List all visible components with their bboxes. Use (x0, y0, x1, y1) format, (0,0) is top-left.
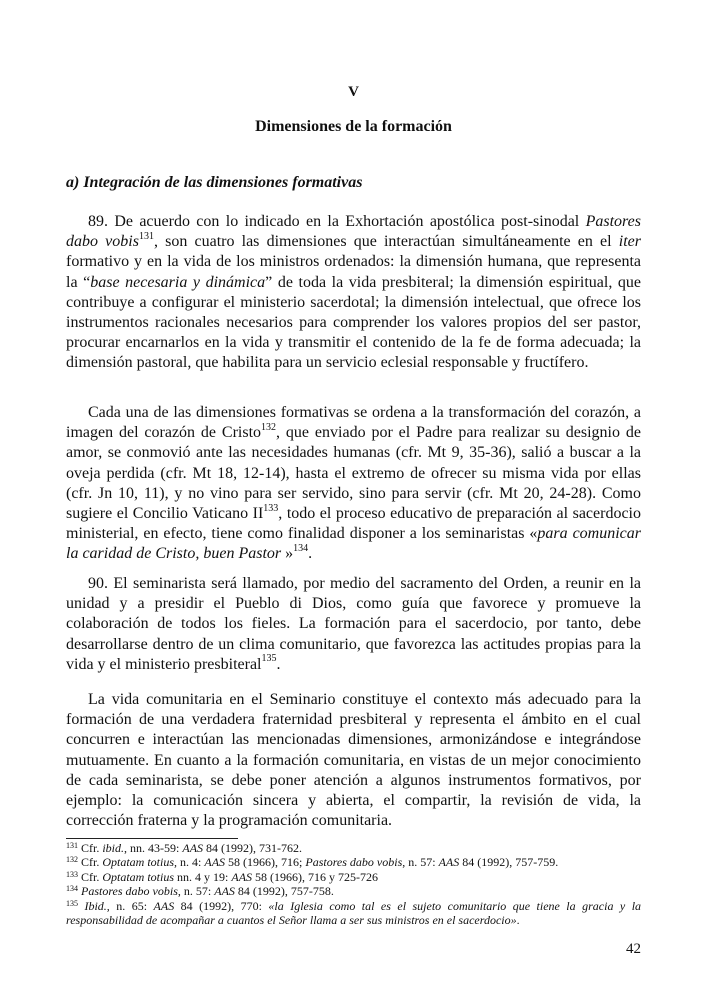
footnote-ref: 135 (261, 653, 277, 665)
text: , n. 57: (402, 855, 439, 870)
text: 58 (1966), 716 y 725-726 (252, 869, 379, 884)
text: Cfr. (78, 869, 103, 884)
footnote-132 (66, 855, 641, 869)
text: 84 (1992), 731-762. (203, 841, 303, 855)
text: La vida comunitaria en el Seminario constituye el contexto más adecuado para la formación de una verdadera fraternidad presbiteral y representa el ámbito en el cual concurren e interactúan las mencionadas dimensiones, armonizándose e integrándose mutuamente. En cuanto a la formación comunitaria, en vistas de un mejor conocimiento de cada seminarista, se debe poner atención a algunos instrumentos formativos, por ejemplo: la comunicación sincera y abierta, el compartir, la revisión de vida, la corrección fraterna y la programación comunitaria. (66, 691, 641, 830)
text: . (308, 545, 313, 563)
italic-text: base necesaria y dinámica (90, 273, 266, 291)
text: . (516, 913, 520, 928)
chapter-number: V (348, 84, 359, 100)
footnote-number: 132 (66, 855, 78, 865)
italic-text: AAS (182, 841, 204, 855)
text: 84 (1992), 757-758. (234, 884, 334, 899)
footnote-135 (66, 899, 641, 928)
text: » (281, 545, 294, 563)
footnote-number: 131 (66, 841, 78, 850)
text: n. 65: (109, 898, 154, 913)
paragraph-89 (66, 212, 641, 374)
footnote-number: 133 (66, 869, 78, 879)
italic-text: Pastores dabo vobis (305, 855, 403, 870)
paragraph-dimensions (66, 403, 641, 565)
italic-text: AAS (231, 869, 253, 884)
footnote-133 (66, 870, 641, 884)
paragraph-community-life (66, 690, 641, 831)
text: 90. El seminarista será llamado, por medio del sacramento del Orden, a reunir en la unidad y a presidir el Pueblo di Dios, como guía que favorece y promueve la colaboración de todos los fieles. La formación para el sacerdocio, por tanto, debe desarrollarse dentro de un clima comunitario, que favorezca las actitudes propias para la vida y el ministerio presbiteral (66, 575, 641, 673)
text: , que enviado por el Padre para realizar su designio de amor, se conmovió ante las necesidades humanas (cfr. Mt 9, 35-36), salió a buscar a la oveja perdida (cfr. Mt 18, 12-14), hasta el extremo de ofrecer su misma vida por ellas (cfr. Jn 10, 11), y no vino para ser servido, sino para servir (cfr. Mt 20, 24-28). Como sugiere el Concilio Vaticano II (66, 424, 641, 523)
text: , todo el proceso educativo de preparación al sacerdocio ministerial, en efecto, tiene como finalidad disponer a los seminaristas « (66, 505, 641, 543)
italic-text: Optatam totius, (102, 855, 178, 870)
footnote-ref: 134 (293, 543, 309, 555)
italic-text: «la Iglesia como tal es el sujeto comunitario que tiene la gracia y la responsabilidad de acompañar a cuantos el Señor llama a ser sus ministros en el sacerdocio» (66, 898, 642, 928)
footnote-ref: 131 (138, 230, 154, 242)
text: ” de toda la vida presbiteral; la dimensión espiritual, que contribuye a configurar el ministerio sacerdotal; la dimensión intelectual, que ofrece los instrumentos racionales necesarios para comprender los valores propios del ser pastor, procurar encarnarlos en la vida y transmitir el contenido de la fe de forma adecuada; la dimensión pastoral, que habilita para un servicio eclesial responsable y fructífero. (66, 273, 642, 372)
italic-text: AAS (204, 855, 226, 870)
text: 58 (1966), 716; (225, 855, 306, 870)
italic-text: ibid. (102, 841, 125, 855)
paragraph-90 (66, 574, 641, 675)
text: . (276, 655, 281, 673)
footnote-ref: 133 (263, 502, 279, 514)
text: Cfr. (78, 855, 103, 870)
text: 84 (1992), 770: (174, 898, 269, 913)
footnote-131 (66, 841, 641, 855)
chapter-title: Dimensiones de la formación (255, 118, 452, 135)
italic-text: AAS (214, 884, 235, 899)
text: , n. 57: (177, 884, 215, 899)
italic-text: Optatam totius (102, 869, 175, 884)
italic-text: iter (618, 233, 641, 251)
footnote-ref: 132 (261, 421, 277, 433)
text: Cada una de las dimensiones formativas se ordena a la transformación del corazón, a imagen del corazón de Cristo (66, 404, 641, 442)
italic-text: Ibid., (84, 898, 110, 913)
footnote-divider (66, 838, 238, 839)
text: 84 (1992), 757-759. (459, 855, 559, 870)
text: , son cuatro las dimensiones que interactúan simultáneamente en el (153, 233, 619, 251)
text: nn. 4 y 19: (174, 869, 232, 884)
footnote-number: 134 (66, 884, 78, 894)
section-heading: a) Integración de las dimensiones formativas (66, 174, 363, 191)
text: formativo y en la vida de los ministros ordenados: la dimensión humana, que representa la “ (66, 253, 641, 291)
text: 89. De acuerdo con lo indicado en la Exhortación apostólica post-sinodal (88, 213, 586, 230)
footnote-number: 135 (66, 898, 78, 908)
footnotes (66, 841, 641, 927)
italic-text: Pastores dabo vobis (66, 213, 641, 251)
italic-text: Pastores dabo vobis (81, 884, 178, 899)
page-number: 42 (626, 941, 641, 957)
footnote-134 (66, 884, 641, 898)
italic-text: AAS (438, 855, 460, 870)
text: , nn. 43-59: (124, 841, 183, 855)
text: Cfr. (78, 841, 103, 855)
italic-text: para comunicar la caridad de Cristo, buen Pastor (66, 525, 641, 563)
text: n. 4: (177, 855, 205, 870)
italic-text: AAS (153, 898, 175, 913)
